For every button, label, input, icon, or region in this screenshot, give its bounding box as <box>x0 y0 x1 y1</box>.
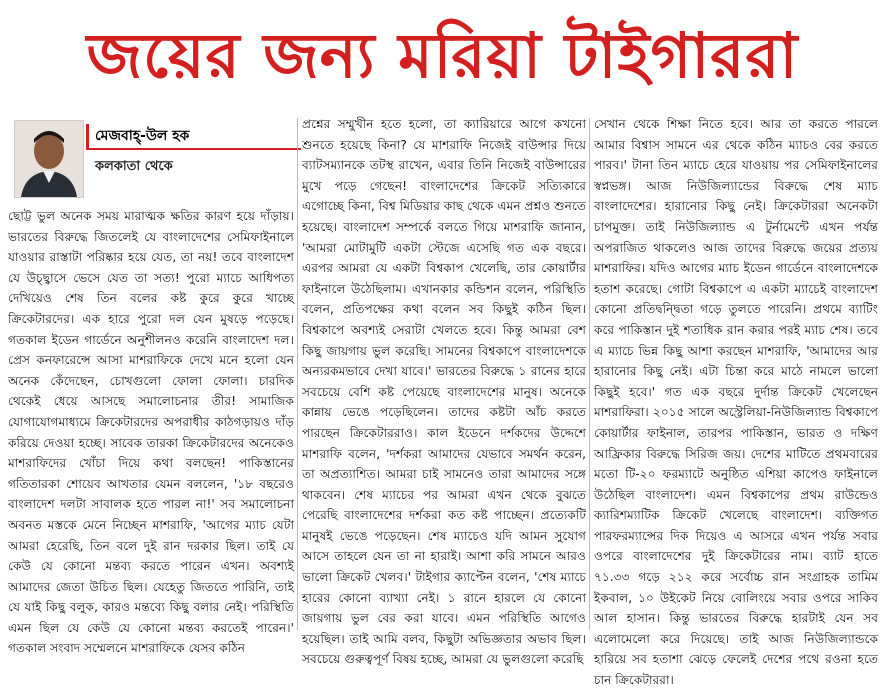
article-text: প্রশ্নের সম্মুখীন হতে হলো, তা ক্যারিয়ারে আগে কখনো শুনতে হয়েছে কিনা? যে মাশরাফি নিজেই বাউন্সার দিয়ে ব্যাটসম্যানকে তটস্থ রাখেন, এবার তিনি নিজেই বাউন্সারের মুখে পড়ে গেছেন! বাংলাদেশের ক্রিকেট সত্যিকারে এগোচ্ছে কিনা, বিশ্ব মিডিয়ার কাছ থেকে এমন প্রশ্নও শুনতে হয়েছে। বাংলাদেশ সম্পর্কে বলতে গিয়ে মাশরাফি জানান, 'আমরা মোটামুটি একটা স্টেজে এসেছি গত এক বছরে। এরপর আমরা যে একটা বিশ্বকাপ খেলেছি, তার কোয়ার্টার ফাইনালে উঠেছিলাম। এখানকার কন্ডিশন বলেন, পরিস্থিতি বলেন, প্রতিপক্ষের কথা বলেন সব কিছুই কঠিন ছিল। বিশ্বকাপে অবশ্যই সেরাটা খেলতে হবে। কিন্তু আমরা বেশ কিছু জায়গায় ভুল করেছি। সামনের বিশ্বকাপে বাংলাদেশকে অন্যরকমভাবে দেখা যাবে।' ভারতের বিরুদ্ধে ১ রানের হারে সবচেয়ে বেশি কষ্ট পেয়েছে বাংলাদেশের মানুষ। অনেকে কান্নায় ভেঙে পড়েছিলেন। তাদের কষ্টটা আঁচ করতে পারছেন ক্রিকেটাররাও। কাল ইডেনে দর্শকদের উদ্দেশে মাশরাফি বলেন, 'দর্শকরা আমাদের যেভাবে সমর্থন করেন, তা অপ্রত্যাশিত। আমরা চাই সামনেও তারা আমাদের সঙ্গে থাকবেন। শেষ ম্যাচের পর আমরা এখন থেকে বুঝতে পেরেছি বাংলাদেশের দর্শকরা কত কষ্ট পাচ্ছেন। প্রত্যেকটি মানুষই ভেঙে পড়েছেন। শেষ ম্যাচেও যদি আমন সুযোগ আসে তাহলে যেন তা না হারাই। আশা করি সামনে আরও ভালো ক্রিকেট খেলব।' টাইগার ক্যাপ্টেন বলেন, 'শেষ ম্যাচে হারের কোনো ব্যাখ্যা নেই। ১ রানে হারলে যে কোনো জায়গায় ভুল বের করা যাবে। এমন পরিস্থিতি আগেও হয়েছিল। তাই আমি বলব, কিছুটা অভিজ্ঞতার অভাব ছিল। সবচেয়ে গুরুত্বপূর্ণ বিষয় হচ্ছে, আমরা যে ভুলগুলো করেছি <box>302 117 586 667</box>
article-text: সেখান থেকে শিক্ষা নিতে হবে। আর তা করতে পারলে আমার বিশ্বাস সামনে এর থেকে কঠিন ম্যাচও বের করতে পারব।' টানা তিন ম্যাচে হেরে যাওয়ায় পর সেমিফাইনালের স্বপ্নভঙ্গ। আজ নিউজিল্যান্ডের বিরুদ্ধে শেষ ম্যাচ বাংলাদেশের। হারানোর কিছু নেই। ক্রিকেটাররা অনেকটা চাপমুক্ত। তাই নিউজিল্যান্ড এ টুর্নামেন্টে এখন পর্যন্ত অপরাজিত থাকলেও আজ তাদের বিরুদ্ধে জয়ের প্রত্যয় মাশরাফির। যদিও আগের ম্যাচ ইডেন গার্ডেনে বাংলাদেশকে হতাশ করেছে। গোটা বিশ্বকাপে এ একটা ম্যাচেই বাংলাদেশ কোনো প্রতিদ্বন্দ্বিতা গড়ে তুলতে পারেনি। প্রথমে ব্যাটিং করে পাকিস্তান দুই শতাধিক রান করার পরই ম্যাচ শেষ। তবে এ ম্যাচে ভিন্ন কিছু আশা করছেন মাশরাফি, 'আমাদের আর হারানোর কিছু নেই। এটা চিন্তা করে মাঠে নামলে ভালো কিছুই হবে।' গত এক বছরে দুর্দান্ত ক্রিকেট খেলেছেন মাশরাফিরা। ২০১৫ সালে অস্ট্রেলিয়া-নিউজিল্যান্ড বিশ্বকাপে কোয়ার্টার ফাইনাল, তারপর পাকিস্তান, ভারত ও দক্ষিণ আফ্রিকার বিরুদ্ধে সিরিজ জয়। দেশের মাটিতে প্রথমবারের মতো টি-২০ ফরম্যাটে অনুষ্ঠিত এশিয়া কাপেও ফাইনালে উঠেছিল বাংলাদেশ। এমন বিশ্বকাপের প্রথম রাউন্ডেও ক্যারিশম্যাটিক ক্রিকেট খেলেছে বাংলাদেশ। ব্যক্তিগত পারফরম্যান্সের দিক দিয়েও এ আসরে এখন পর্যন্ত সবার ওপরে বাংলাদেশের দুই ক্রিকেটারের নাম। ব্যাট হাতে ৭১.৩৩ গড়ে ২১২ করে সর্বোচ্চ রান সংগ্রাহক তামিম ইকবাল, ১০ উইকেট নিয়ে বোলিংয়ে সবার ওপরে সাকিব আল হাসান। কিন্তু ভারতের বিরুদ্ধে হারটাই যেন সব এলোমেলো করে দিয়েছে। তাই আজ নিউজিল্যান্ডকে হারিয়ে সব হতাশা ঝেড়ে ফেলেই দেশের পথে রওনা হতে চান ক্রিকেটাররা। <box>594 117 878 688</box>
article-column-1 <box>8 206 294 656</box>
headline: জয়ের জন্য মরিয়া টাইগাররা <box>86 19 799 92</box>
byline <box>8 118 298 200</box>
author-name: মেজবাহ্-উল হক <box>86 124 301 150</box>
article-text: ছোট্ট ভুল অনেক সময় মারাত্মক ক্ষতির কারণ হয়ে দাঁড়ায়। ভারতের বিরুদ্ধে জিতলেই যে বাংলাদেশের সেমিফাইনালে যাওয়ার রাস্তাটা পরিষ্কার হয়ে যেত, তা নয়! তবে বাংলাদেশ যে উচ্ছ্বাসে ভেসে যেত তা সত্য! পুরো ম্যাচে আধিপত্য দেখিয়েও শেষ তিন বলের কষ্ট কুরে কুরে খাচ্ছে ক্রিকেটারদের। এক হারে পুরো দল যেন মুষড়ে পড়েছে। গতকাল ইডেন গার্ডেনে অনুশীলনও করেনি বাংলাদেশ দল। প্রেস কনফারেন্সে আসা মাশরাফিকে দেখে মনে হলো যেন অনেক কেঁদেছেন, চোখগুলো ফোলা ফোলা। চারদিক থেকেই ধেয়ে আসছে সমালোচনার তীর! সামাজিক যোগাযোগমাধ্যমে ক্রিকেটারদের অপরাধীর কাঠগড়ায়ও দাঁড় করিয়ে দেওয়া হচ্ছে। সাবেক তারকা ক্রিকেটারদের অনেকেও মাশরাফিদের খোঁচা দিয়ে কথা বলছেন! পাকিস্তানের গতিতারকা শোয়েব আখতার যেমন বললেন, '১৮ বছরেও বাংলাদেশ দলটা সাবালক হতে পারল না!' সব সমালোচনা অবনত মস্তকে মেনে নিচ্ছেন মাশরাফি, 'আগের ম্যাচ যেটা আমরা হেরেছি, তিন বলে দুই রান দরকার ছিল। তাই যে কেউ যে কোনো মন্তব্য করতে পারেন এখন। অবশ্যই আমাদের জেতা উচিত ছিল। যেহেতু জিততে পারিনি, তাই যে যাই কিছু বলুক, কারও মন্তব্যে কিছু বলার নেই। পরিস্থিতি এমন ছিল যে কেউ যে কোনো মন্তব্য করতেই পারেন।' গতকাল সংবাদ সম্মেলনে মাশরাফিকে যেসব কঠিন <box>8 209 294 656</box>
article-column-3 <box>594 114 878 688</box>
author-photo <box>14 120 84 198</box>
author-location: কলকাতা থেকে <box>95 159 173 174</box>
article-column-2 <box>302 114 586 667</box>
column-divider <box>589 118 590 630</box>
column-divider <box>297 118 298 630</box>
